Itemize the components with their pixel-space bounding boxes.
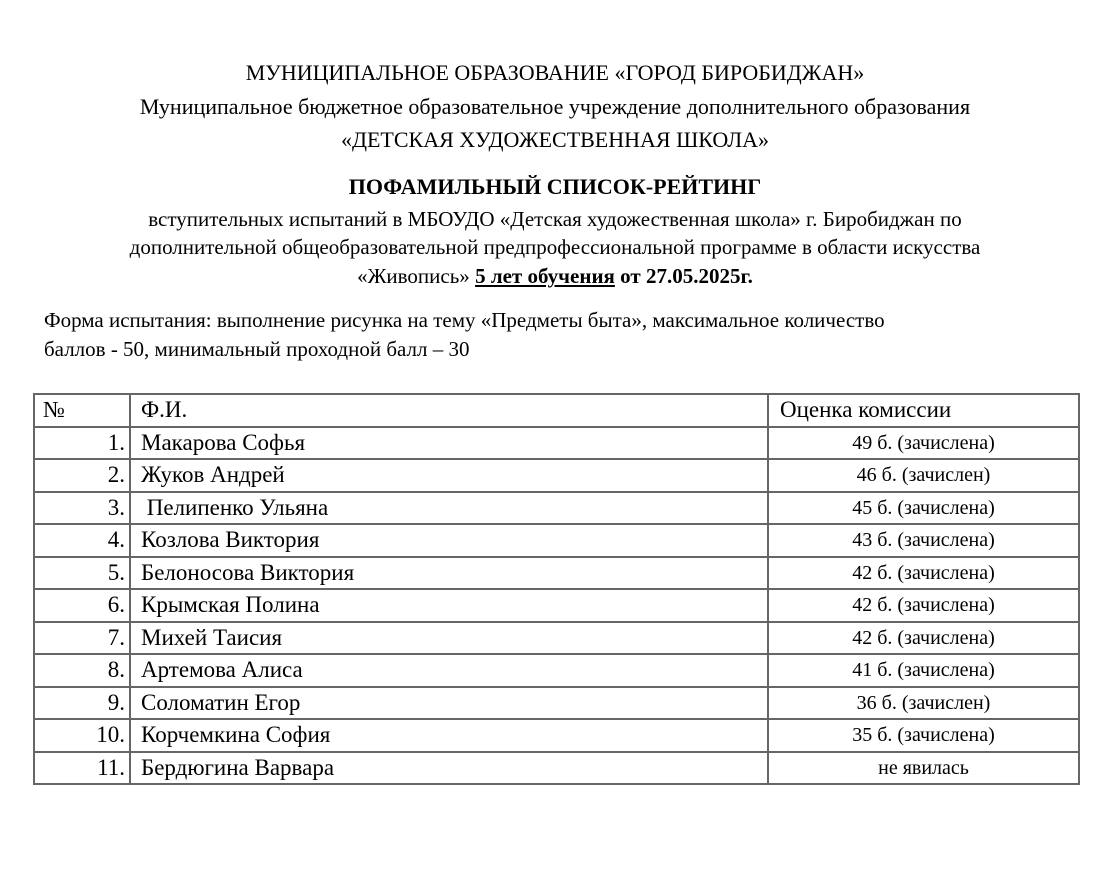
commission-score: 45 б. (зачислена) xyxy=(768,492,1079,525)
table-row xyxy=(34,524,1079,557)
student-name: Корчемкина София xyxy=(130,719,768,752)
table-row xyxy=(34,557,1079,590)
table-row xyxy=(34,492,1079,525)
study-duration: 5 лет обучения xyxy=(475,264,615,288)
header-score: Оценка комиссии xyxy=(768,394,1079,427)
table-row xyxy=(34,752,1079,785)
school-name: «ДЕТСКАЯ ХУДОЖЕСТВЕННАЯ ШКОЛА» xyxy=(340,127,769,152)
commission-score: 42 б. (зачислена) xyxy=(768,622,1079,655)
program-name: «Живопись» xyxy=(357,264,476,288)
student-name: Пелипенко Ульяна xyxy=(130,492,768,525)
commission-score: 46 б. (зачислен) xyxy=(768,459,1079,492)
row-number: 9. xyxy=(34,687,130,720)
row-number: 11. xyxy=(34,752,130,785)
header-name: Ф.И. xyxy=(130,394,768,427)
student-name: Соломатин Егор xyxy=(130,687,768,720)
commission-score: 42 б. (зачислена) xyxy=(768,589,1079,622)
commission-score: 42 б. (зачислена) xyxy=(768,557,1079,590)
description-line-1: вступительных испытаний в МБОУДО «Детская художественная школа» г. Биробиджан по xyxy=(148,207,962,231)
commission-score: 41 б. (зачислена) xyxy=(768,654,1079,687)
row-number: 2. xyxy=(34,459,130,492)
table-header-row xyxy=(34,394,1079,427)
table-row xyxy=(34,622,1079,655)
commission-score: 49 б. (зачислена) xyxy=(768,427,1079,460)
table-row xyxy=(34,459,1079,492)
student-name: Бердюгина Варвара xyxy=(130,752,768,785)
document-date: от 27.05.2025г. xyxy=(614,264,753,288)
municipality-header: МУНИЦИПАЛЬНОЕ ОБРАЗОВАНИЕ «ГОРОД БИРОБИДЖАН» xyxy=(245,60,865,85)
commission-score: не явилась xyxy=(768,752,1079,785)
student-name: Крымская Полина xyxy=(130,589,768,622)
student-name: Белоносова Виктория xyxy=(130,557,768,590)
row-number: 3. xyxy=(34,492,130,525)
document-title: ПОФАМИЛЬНЫЙ СПИСОК-РЕЙТИНГ xyxy=(348,174,762,199)
commission-score: 35 б. (зачислена) xyxy=(768,719,1079,752)
description-line-2: дополнительной общеобразовательной предпрофессиональной программе в области искусства xyxy=(129,235,981,259)
row-number: 5. xyxy=(34,557,130,590)
table-row xyxy=(34,687,1079,720)
institution-name: Муниципальное бюджетное образовательное учреждение дополнительного образования xyxy=(139,94,971,119)
header-number: № xyxy=(34,394,130,427)
row-number: 8. xyxy=(34,654,130,687)
rating-table xyxy=(33,393,1080,785)
table-row xyxy=(34,589,1079,622)
row-number: 10. xyxy=(34,719,130,752)
student-name: Козлова Виктория xyxy=(130,524,768,557)
commission-score: 43 б. (зачислена) xyxy=(768,524,1079,557)
exam-form-line-1: Форма испытания: выполнение рисунка на тему «Предметы быта», максимальное количество xyxy=(44,308,885,332)
table-row xyxy=(34,719,1079,752)
commission-score: 36 б. (зачислен) xyxy=(768,687,1079,720)
table-row xyxy=(34,427,1079,460)
row-number: 6. xyxy=(34,589,130,622)
student-name: Михей Таисия xyxy=(130,622,768,655)
student-name: Макарова Софья xyxy=(130,427,768,460)
description-line-3 xyxy=(0,264,1110,289)
student-name: Жуков Андрей xyxy=(130,459,768,492)
row-number: 4. xyxy=(34,524,130,557)
student-name: Артемова Алиса xyxy=(130,654,768,687)
exam-form-line-2: баллов - 50, минимальный проходной балл – 30 xyxy=(44,337,470,361)
table-row xyxy=(34,654,1079,687)
row-number: 1. xyxy=(34,427,130,460)
row-number: 7. xyxy=(34,622,130,655)
